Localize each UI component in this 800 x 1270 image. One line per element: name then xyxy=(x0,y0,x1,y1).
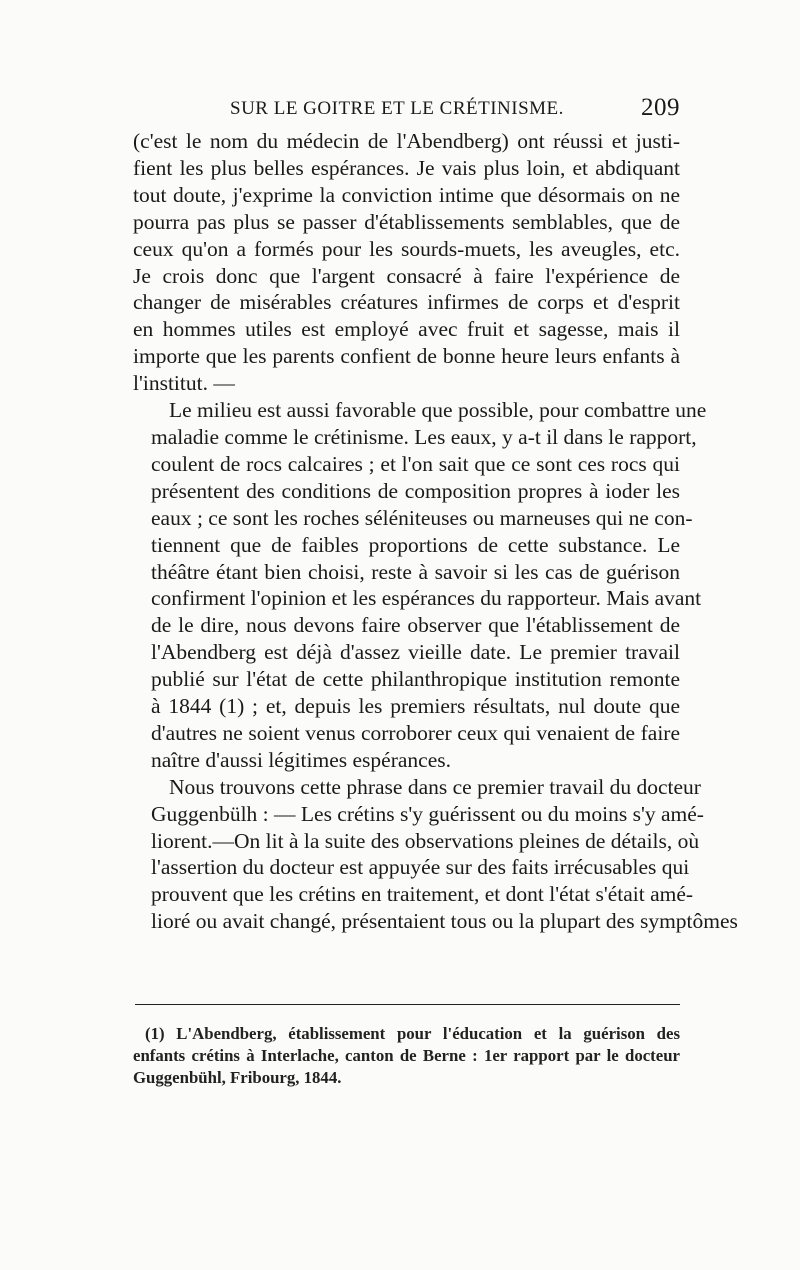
text-line: ceux qu'on a formés pour les sourds-muets, les aveugles, etc. xyxy=(133,236,680,261)
text-line: Je crois donc que l'argent consacré à faire l'expérience de xyxy=(133,263,680,288)
footnote-line: enfants crétins à Interlache, canton de Berne : 1er rapport par le docteur xyxy=(133,1046,680,1065)
text-line: prouvent que les crétins en traitement, et dont l'état s'était amé- xyxy=(151,882,694,907)
footnote xyxy=(133,1023,680,1089)
text-line: lioré ou avait changé, présentaient tous ou la plupart des symptômes xyxy=(151,909,738,934)
paragraph xyxy=(133,128,680,397)
text-line: l'assertion du docteur est appuyée sur des faits irrécusables qui xyxy=(151,855,690,880)
text-line: Nous trouvons cette phrase dans ce premier travail du docteur xyxy=(169,774,701,799)
text-line: en hommes utiles est employé avec fruit et sagesse, mais il xyxy=(133,317,680,342)
text-line: l'institut. — xyxy=(133,371,235,396)
text-line: eaux ; ce sont les roches séléniteuses ou marneuses qui ne con- xyxy=(151,505,693,530)
text-line: à 1844 (1) ; et, depuis les premiers résultats, nul doute que xyxy=(151,694,680,719)
body-text xyxy=(133,128,738,935)
text-line: tiennent que de faibles proportions de cette substance. Le xyxy=(151,532,680,557)
text-line: de le dire, nous devons faire observer que l'établissement de xyxy=(151,613,680,638)
text-line: naître d'aussi légitimes espérances. xyxy=(151,747,451,772)
paragraph xyxy=(133,774,738,935)
page-number: 209 xyxy=(641,94,680,121)
text-line: liorent.—On lit à la suite des observations pleines de détails, où xyxy=(151,828,700,853)
text-line: fient les plus belles espérances. Je vais plus loin, et abdiquant xyxy=(133,155,680,180)
text-line: Le milieu est aussi favorable que possible, pour combattre une xyxy=(169,398,707,423)
text-line: tout doute, j'exprime la conviction intime que désormais on ne xyxy=(133,182,680,207)
paragraph xyxy=(133,397,707,774)
text-line: publié sur l'état de cette philanthropique institution remonte xyxy=(151,667,680,692)
text-line: confirment l'opinion et les espérances du rapporteur. Mais avant xyxy=(151,586,702,611)
text-line: changer de misérables créatures infirmes de corps et d'esprit xyxy=(133,290,680,315)
text-line: importe que les parents confient de bonne heure leurs enfants à xyxy=(133,344,680,369)
text-line: maladie comme le crétinisme. Les eaux, y a-t il dans le rapport, xyxy=(151,424,697,449)
footnote-line: (1) L'Abendberg, établissement pour l'éducation et la guérison des xyxy=(145,1024,680,1043)
text-line: Guggenbülh : — Les crétins s'y guérissent ou du moins s'y amé- xyxy=(151,801,704,826)
text-line: théâtre étant bien choisi, reste à savoir si les cas de guérison xyxy=(151,559,680,584)
text-line: d'autres ne soient venus corroborer ceux qui venaient de faire xyxy=(151,720,680,745)
text-line: présentent des conditions de composition propres à ioder les xyxy=(151,478,680,503)
running-title: SUR LE GOITRE ET LE CRÉTINISME. xyxy=(230,98,564,119)
footnote-rule xyxy=(135,1004,680,1005)
text-line: (c'est le nom du médecin de l'Abendberg) ont réussi et justi- xyxy=(133,129,680,153)
text-line: l'Abendberg est déjà d'assez vieille date. Le premier travail xyxy=(151,640,680,665)
footnote-line: Guggenbühl, Fribourg, 1844. xyxy=(133,1068,342,1087)
text-line: coulent de rocs calcaires ; et l'on sait que ce sont ces rocs qui xyxy=(151,451,680,476)
text-line: pourra pas plus se passer d'établissements semblables, que de xyxy=(133,209,680,234)
